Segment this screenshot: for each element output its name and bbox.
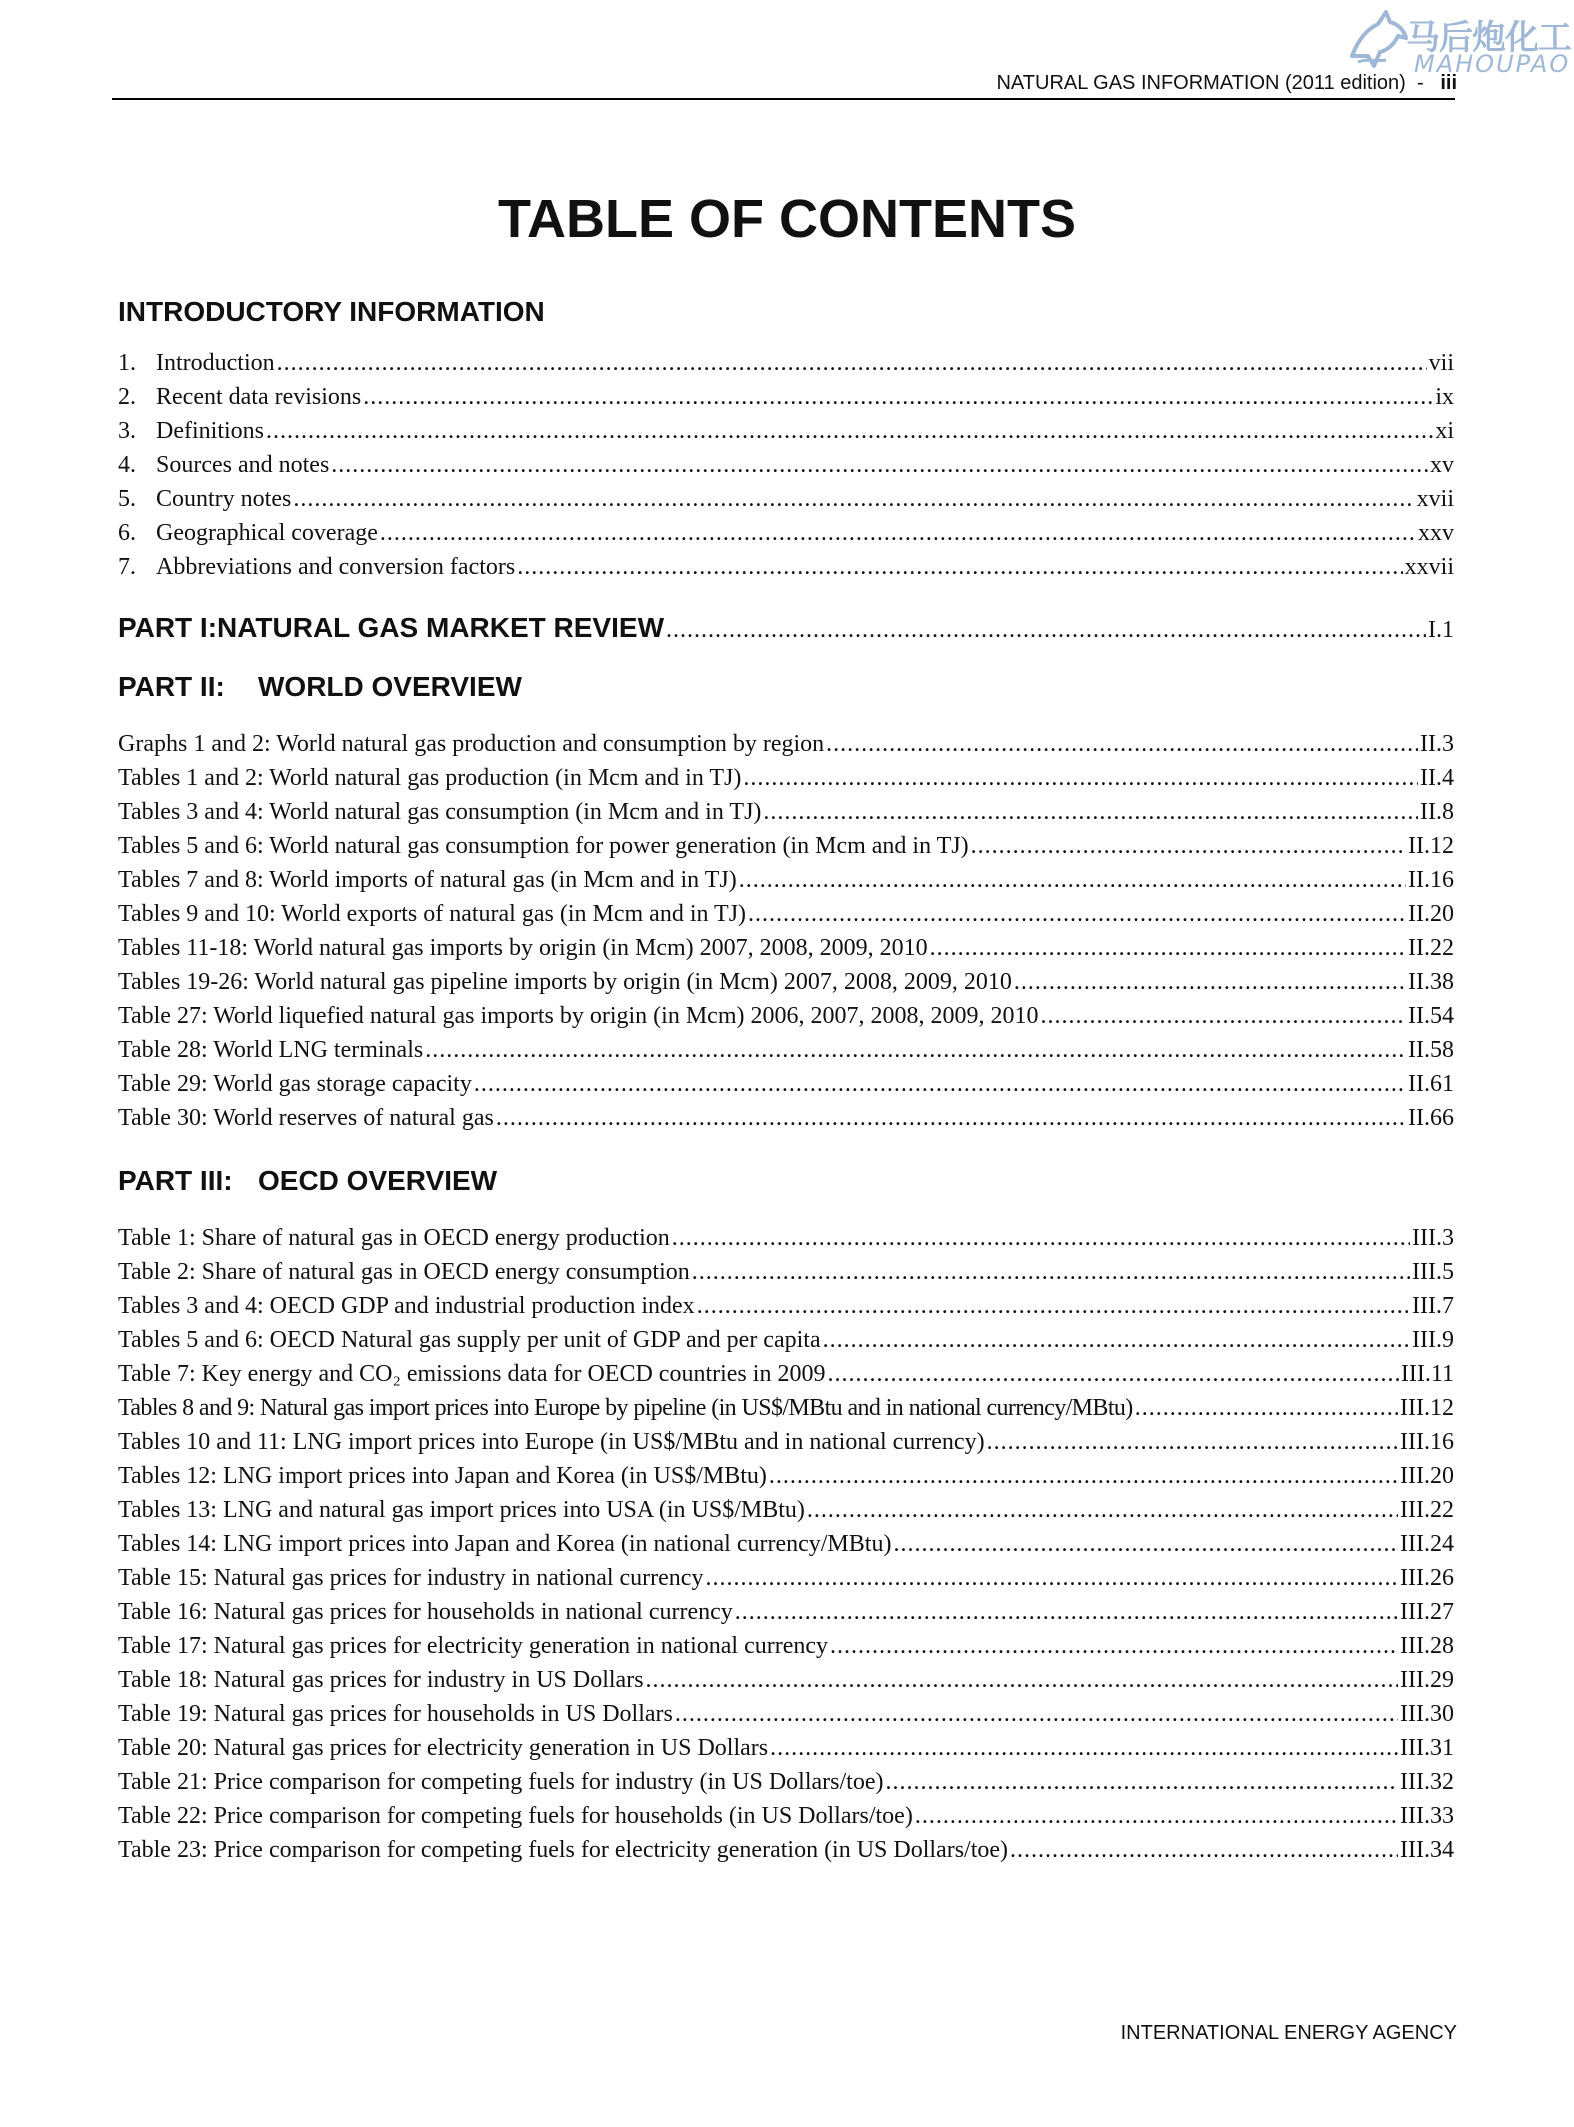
part1-page: I.1: [1428, 617, 1454, 643]
watermark-chinese-text: 马后炮化工: [1406, 18, 1571, 58]
dot-leader: [380, 516, 1416, 550]
toc-entry[interactable]: [118, 761, 1454, 795]
dot-leader: [1014, 965, 1406, 999]
toc-entry-title: Table 28: World LNG terminals: [118, 1037, 424, 1063]
part1-label: PART I:: [118, 612, 218, 643]
toc-entry-title: Tables 5 and 6: OECD Natural gas supply per unit of GDP and per capita: [118, 1327, 821, 1353]
toc-entry[interactable]: [118, 380, 1454, 414]
toc-entry-page: III.26: [1400, 1565, 1454, 1591]
toc-entry-page: III.9: [1412, 1327, 1454, 1353]
toc-entry[interactable]: [118, 1663, 1454, 1697]
toc-entry[interactable]: [118, 448, 1454, 482]
toc-entry-page: III.34: [1400, 1837, 1454, 1863]
toc-entry-page: II.8: [1420, 799, 1454, 825]
toc-entry-page: xv: [1430, 452, 1454, 478]
toc-entry-page: III.33: [1400, 1803, 1454, 1829]
toc-entry-page: II.38: [1408, 969, 1454, 995]
toc-entry-title: Table 29: World gas storage capacity: [118, 1071, 472, 1097]
toc-entry-page: III.24: [1400, 1531, 1454, 1557]
toc-entry-title: Table 30: World reserves of natural gas: [118, 1105, 494, 1131]
toc-entry[interactable]: [118, 1595, 1454, 1629]
dot-leader: [425, 1033, 1406, 1067]
toc-entry-page: xvii: [1416, 486, 1454, 512]
dot-leader: [1010, 1833, 1398, 1867]
toc-entry[interactable]: [118, 550, 1454, 584]
toc-entry[interactable]: [118, 1561, 1454, 1595]
toc-entry-page: II.20: [1408, 901, 1454, 927]
toc-entry[interactable]: [118, 1527, 1454, 1561]
toc-entry-title: Tables 1 and 2: World natural gas production (in Mcm and in TJ): [118, 765, 742, 791]
toc-entry-title: Table 15: Natural gas prices for industry in national currency: [118, 1565, 704, 1591]
toc-entry-page: III.30: [1400, 1701, 1454, 1727]
toc-entry-page: II.16: [1408, 867, 1454, 893]
toc-entry-page: III.28: [1400, 1633, 1454, 1659]
toc-entry-title: Table 16: Natural gas prices for households in national currency: [118, 1599, 733, 1625]
intro-list: [118, 346, 1454, 584]
toc-entry-page: III.27: [1400, 1599, 1454, 1625]
dot-leader: [971, 829, 1406, 863]
dot-leader: [930, 931, 1406, 965]
toc-entry[interactable]: [118, 1391, 1454, 1425]
dot-leader: [915, 1799, 1398, 1833]
toc-entry-title: Table 27: World liquefied natural gas imports by origin (in Mcm) 2006, 2007, 2008, 2009, 2010: [118, 1003, 1039, 1029]
dot-leader: [517, 550, 1402, 584]
dot-leader: [1135, 1391, 1398, 1425]
toc-entry-title: Tables 5 and 6: World natural gas consumption for power generation (in Mcm and in TJ): [118, 833, 969, 859]
dot-leader: [474, 1067, 1406, 1101]
part3-list: [118, 1221, 1454, 1867]
toc-entry-page: III.31: [1400, 1735, 1454, 1761]
toc-entry-page: II.58: [1408, 1037, 1454, 1063]
intro-section: [118, 292, 1454, 584]
toc-entry-title: Tables 7 and 8: World imports of natural gas (in Mcm and in TJ): [118, 867, 737, 893]
toc-entry-number: 5.: [118, 486, 136, 512]
toc-entry-title: Tables 11-18: World natural gas imports by origin (in Mcm) 2007, 2008, 2009, 2010: [118, 935, 928, 961]
toc-entry[interactable]: [118, 727, 1454, 761]
toc-entry-page: xi: [1435, 418, 1454, 444]
toc-entry-page: II.54: [1408, 1003, 1454, 1029]
toc-entry[interactable]: [118, 1493, 1454, 1527]
watermark-logo: [1344, 4, 1571, 82]
toc-entry-title: Geographical coverage: [156, 520, 378, 546]
toc-entry-title: Tables 3 and 4: World natural gas consumption (in Mcm and in TJ): [118, 799, 762, 825]
dot-leader: [769, 1459, 1398, 1493]
toc-entry-page: III.22: [1400, 1497, 1454, 1523]
toc-entry[interactable]: [118, 346, 1454, 380]
toc-entry-page: xxv: [1418, 520, 1454, 546]
footer-agency: INTERNATIONAL ENERGY AGENCY: [1120, 2022, 1457, 2044]
dot-leader: [770, 1731, 1398, 1765]
toc-entry-title: Table 21: Price comparison for competing fuels for industry (in US Dollars/toe): [118, 1769, 884, 1795]
toc-entry[interactable]: [118, 1323, 1454, 1357]
toc-entry-page: III.5: [1412, 1259, 1454, 1285]
toc-entry-number: 3.: [118, 418, 136, 444]
dot-leader: [293, 482, 1414, 516]
toc-entry[interactable]: [118, 1033, 1454, 1067]
dot-leader: [496, 1101, 1406, 1135]
toc-entry[interactable]: [118, 795, 1454, 829]
dot-leader: [735, 1595, 1398, 1629]
dot-leader: [266, 414, 1433, 448]
toc-entry-title: Abbreviations and conversion factors: [156, 554, 516, 580]
toc-entry[interactable]: [118, 516, 1454, 550]
dot-leader: [331, 448, 1428, 482]
running-title: NATURAL GAS INFORMATION (2011 edition): [996, 72, 1406, 94]
part2-title: WORLD OVERVIEW: [258, 671, 522, 702]
toc-entry[interactable]: [118, 1425, 1454, 1459]
toc-entry[interactable]: [118, 863, 1454, 897]
toc-entry[interactable]: [118, 1357, 1454, 1391]
toc-entry[interactable]: [118, 1289, 1454, 1323]
toc-entry[interactable]: [118, 1629, 1454, 1663]
dot-leader: [807, 1493, 1398, 1527]
toc-entry[interactable]: [118, 829, 1454, 863]
toc-entry-page: II.22: [1408, 935, 1454, 961]
toc-entry-title: Tables 9 and 10: World exports of natural gas (in Mcm and in TJ): [118, 901, 747, 927]
dot-leader: [705, 1561, 1398, 1595]
toc-entry[interactable]: [118, 931, 1454, 965]
part1-title: NATURAL GAS MARKET REVIEW: [217, 612, 664, 643]
toc-entry-title: Table 22: Price comparison for competing fuels for households (in US Dollars/toe): [118, 1803, 913, 1829]
toc-entry-title: Table 17: Natural gas prices for electricity generation in national currency: [118, 1633, 829, 1659]
toc-entry[interactable]: [118, 999, 1454, 1033]
toc-entry-title: Table 23: Price comparison for competing fuels for electricity generation (in US Dollars/toe): [118, 1837, 1009, 1863]
toc-entry[interactable]: [118, 1765, 1454, 1799]
toc-entry[interactable]: [118, 965, 1454, 999]
toc-entry-title: Country notes: [156, 486, 292, 512]
dot-leader: [743, 761, 1418, 795]
part2-label: PART II:: [118, 671, 225, 702]
dot-leader: [763, 795, 1418, 829]
toc-entry-number: 7.: [118, 554, 136, 580]
dot-leader: [672, 1221, 1410, 1255]
toc-entry-page: ix: [1435, 384, 1454, 410]
toc-entry-page: III.16: [1400, 1429, 1454, 1455]
toc-entry[interactable]: [118, 1833, 1454, 1867]
toc-entry-page: III.20: [1400, 1463, 1454, 1489]
toc-entry-page: III.3: [1412, 1225, 1454, 1251]
toc-entry[interactable]: [118, 1221, 1454, 1255]
dot-leader: [692, 1255, 1410, 1289]
toc-entry-number: 1.: [118, 350, 136, 376]
toc-entry-title: Definitions: [156, 418, 264, 444]
toc-entry-page: III.7: [1412, 1293, 1454, 1319]
toc-entry-title: Tables 3 and 4: OECD GDP and industrial production index: [118, 1293, 695, 1319]
toc-entry-title: Table 20: Natural gas prices for electricity generation in US Dollars: [118, 1735, 769, 1761]
part1-entry[interactable]: [118, 608, 1454, 648]
toc-entry-title: Table 1: Share of natural gas in OECD energy production: [118, 1225, 670, 1251]
toc-entry-title: Sources and notes: [156, 452, 330, 478]
toc-entry-title: Tables 12: LNG import prices into Japan and Korea (in US$/MBtu): [118, 1463, 767, 1489]
toc-entry-title: Tables 8 and 9: Natural gas import prices into Europe by pipeline (in US$/MBtu and in national currency/MBtu): [118, 1395, 1133, 1421]
dot-leader: [277, 346, 1427, 380]
toc-entry[interactable]: [118, 414, 1454, 448]
toc-entry-title: Graphs 1 and 2: World natural gas production and consumption by region: [118, 731, 825, 757]
toc-entry-page: II.3: [1420, 731, 1454, 757]
part2-section: [118, 667, 1454, 1135]
toc-entry-page: II.61: [1408, 1071, 1454, 1097]
part3-section: [118, 1161, 1454, 1867]
dot-leader: [646, 1663, 1398, 1697]
toc-entry-page: III.12: [1400, 1395, 1454, 1421]
dot-leader: [666, 610, 1426, 650]
dot-leader: [748, 897, 1406, 931]
header-page-number: iii: [1440, 72, 1457, 94]
toc-entry-title: Table 2: Share of natural gas in OECD energy consumption: [118, 1259, 690, 1285]
toc-entry-page: vii: [1428, 350, 1454, 376]
toc-entry[interactable]: [118, 1799, 1454, 1833]
toc-entry-title: Recent data revisions: [156, 384, 362, 410]
toc-entry-page: II.66: [1408, 1105, 1454, 1131]
toc-entry-number: 2.: [118, 384, 136, 410]
toc-entry[interactable]: [118, 1459, 1454, 1493]
toc-entry-title: Tables 19-26: World natural gas pipeline imports by origin (in Mcm) 2007, 2008, 2009, 2010: [118, 969, 1012, 995]
dot-leader: [827, 1357, 1398, 1391]
horse-logo-icon: [1344, 4, 1414, 74]
part2-heading: [118, 667, 1454, 707]
toc-entry[interactable]: [118, 1731, 1454, 1765]
running-header: [996, 72, 1457, 95]
toc-entry-title: Tables 13: LNG and natural gas import prices into USA (in US$/MBtu): [118, 1497, 805, 1523]
toc-entry-title: Table 7: Key energy and CO₂ emissions data for OECD countries in 2009: [118, 1361, 826, 1387]
toc-entry-title: Table 19: Natural gas prices for households in US Dollars: [118, 1701, 673, 1727]
part3-heading: [118, 1161, 1454, 1201]
toc-entry-page: III.11: [1400, 1361, 1454, 1387]
toc-entry-title: Tables 14: LNG import prices into Japan and Korea (in national currency/MBtu): [118, 1531, 892, 1557]
dot-leader: [826, 727, 1418, 761]
watermark-latin-text: MAHOUPAO: [1414, 50, 1571, 78]
dot-leader: [1040, 999, 1406, 1033]
toc-entry-title: Tables 10 and 11: LNG import prices into Europe (in US$/MBtu and in national currency): [118, 1429, 985, 1455]
dot-leader: [830, 1629, 1398, 1663]
dot-leader: [987, 1425, 1398, 1459]
toc-entry[interactable]: [118, 482, 1454, 516]
part1-section: [118, 608, 1454, 648]
dot-leader: [675, 1697, 1398, 1731]
toc-entry-number: 4.: [118, 452, 136, 478]
toc-entry-page: III.32: [1400, 1769, 1454, 1795]
toc-entry[interactable]: [118, 1697, 1454, 1731]
dot-leader: [697, 1289, 1410, 1323]
toc-entry-page: II.4: [1420, 765, 1454, 791]
dot-leader: [893, 1527, 1398, 1561]
toc-entry-page: III.29: [1400, 1667, 1454, 1693]
toc-entry[interactable]: [118, 897, 1454, 931]
header-separator: -: [1416, 72, 1424, 94]
header-rule: [112, 98, 1455, 100]
toc-entry-page: II.12: [1408, 833, 1454, 859]
dot-leader: [823, 1323, 1410, 1357]
toc-entry[interactable]: [118, 1255, 1454, 1289]
part3-title: OECD OVERVIEW: [258, 1165, 498, 1196]
toc-entry[interactable]: [118, 1101, 1454, 1135]
toc-entry-title: Introduction: [156, 350, 275, 376]
part2-list: [118, 727, 1454, 1135]
page-title: TABLE OF CONTENTS: [498, 189, 1076, 249]
intro-heading: INTRODUCTORY INFORMATION: [118, 296, 545, 327]
part3-label: PART III:: [118, 1165, 233, 1196]
dot-leader: [885, 1765, 1398, 1799]
dot-leader: [363, 380, 1433, 414]
toc-entry-page: xxvii: [1404, 554, 1454, 580]
toc-entry-number: 6.: [118, 520, 136, 546]
toc-entry[interactable]: [118, 1067, 1454, 1101]
dot-leader: [739, 863, 1406, 897]
toc-entry-title: Table 18: Natural gas prices for industry in US Dollars: [118, 1667, 644, 1693]
